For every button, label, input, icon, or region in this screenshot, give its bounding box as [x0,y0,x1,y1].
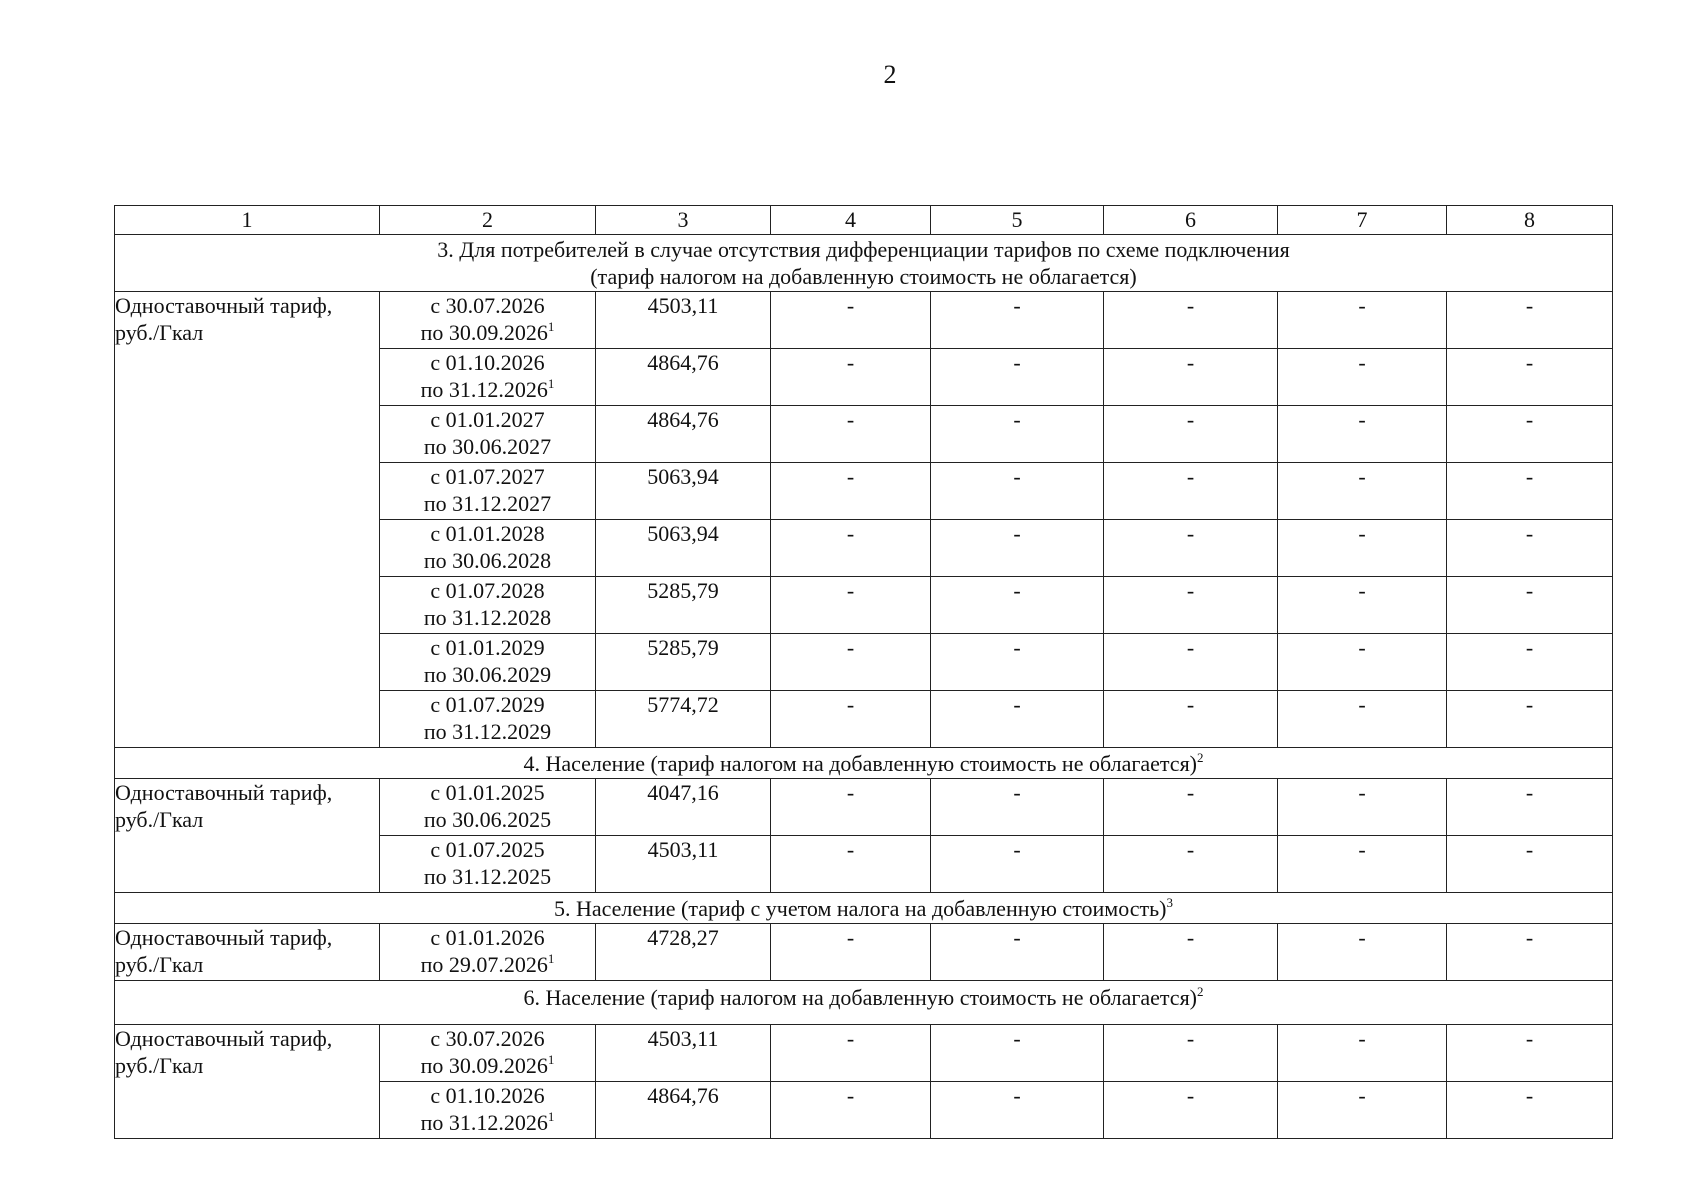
period-from: с 01.01.2029 [430,635,545,660]
empty-value-dash: - [1104,349,1278,406]
tariff-value: 5285,79 [596,577,771,634]
empty-value-dash: - [1278,406,1447,463]
empty-value-dash: - [1104,463,1278,520]
empty-value-dash: - [771,577,931,634]
tariff-value: 4503,11 [596,1025,771,1082]
empty-value-dash: - [1278,1025,1447,1082]
column-header: 8 [1447,206,1613,235]
column-header: 6 [1104,206,1278,235]
footnote-marker: 2 [1197,749,1204,765]
empty-value-dash: - [1447,406,1613,463]
empty-value-dash: - [931,463,1104,520]
period-to: по 31.12.2027 [423,491,552,516]
empty-value-dash: - [1278,691,1447,748]
tariff-value: 5063,94 [596,520,771,577]
empty-value-dash: - [931,634,1104,691]
empty-value-dash: - [1104,836,1278,893]
empty-value-dash: - [1104,691,1278,748]
period-from: с 01.07.2028 [430,578,545,603]
period-cell [380,292,596,349]
empty-value-dash: - [1104,1082,1278,1139]
section-title [115,748,1613,779]
table-row [115,924,1613,981]
empty-value-dash: - [1278,634,1447,691]
period-cell [380,463,596,520]
period-from: с 30.07.2026 [430,1026,545,1051]
empty-value-dash: - [1104,779,1278,836]
period-to: по 31.12.2026 [420,377,548,402]
period-to: по 30.09.2026 [420,320,548,345]
period-from: с 01.01.2025 [430,780,545,805]
empty-value-dash: - [1104,924,1278,981]
tariff-value: 4503,11 [596,836,771,893]
section-title [115,981,1613,1025]
empty-value-dash: - [1278,1082,1447,1139]
period-cell [380,836,596,893]
tariff-value: 5063,94 [596,463,771,520]
footnote-marker: 1 [547,1052,555,1067]
empty-value-dash: - [1278,349,1447,406]
empty-value-dash: - [1278,779,1447,836]
period-from: с 01.07.2025 [430,837,545,862]
tariff-name: Одноставочный тариф, руб./Гкал [115,924,380,981]
empty-value-dash: - [1447,292,1613,349]
tariff-name: Одноставочный тариф, руб./Гкал [115,779,380,893]
empty-value-dash: - [1447,924,1613,981]
footnote-marker: 3 [1166,894,1173,910]
tariff-value: 4047,16 [596,779,771,836]
empty-value-dash: - [771,463,931,520]
tariff-value: 4728,27 [596,924,771,981]
period-cell [380,577,596,634]
period-from: с 01.01.2026 [430,925,545,950]
section-title-line1: 6. Население (тариф налогом на добавленную стоимость не облагается) [523,985,1198,1010]
empty-value-dash: - [931,292,1104,349]
empty-value-dash: - [1104,1025,1278,1082]
tariff-table [114,205,1613,1139]
empty-value-dash: - [931,779,1104,836]
tariff-value: 4864,76 [596,1082,771,1139]
column-header: 7 [1278,206,1447,235]
period-to: по 30.09.2026 [420,1053,548,1078]
footnote-marker: 1 [547,376,555,391]
period-cell [380,406,596,463]
column-header-row [115,206,1613,235]
empty-value-dash: - [931,349,1104,406]
period-from: с 01.10.2026 [430,1083,545,1108]
empty-value-dash: - [1104,634,1278,691]
empty-value-dash: - [1447,691,1613,748]
period-cell [380,924,596,981]
table-row [115,292,1613,349]
period-cell [380,634,596,691]
empty-value-dash: - [771,349,931,406]
period-from: с 30.07.2026 [430,293,545,318]
column-header: 2 [380,206,596,235]
empty-value-dash: - [771,924,931,981]
section-title-row [115,235,1613,292]
tariff-value: 4503,11 [596,292,771,349]
period-cell [380,691,596,748]
period-to: по 31.12.2026 [420,1110,548,1135]
empty-value-dash: - [931,520,1104,577]
footnote-marker: 2 [1197,984,1204,999]
empty-value-dash: - [771,691,931,748]
empty-value-dash: - [1447,1025,1613,1082]
empty-value-dash: - [1447,634,1613,691]
section-title-line1: 3. Для потребителей в случае отсутствия дифференциации тарифов по схеме подключения [437,237,1290,262]
empty-value-dash: - [1447,1082,1613,1139]
period-from: с 01.07.2027 [430,464,545,489]
empty-value-dash: - [1104,406,1278,463]
empty-value-dash: - [1278,463,1447,520]
empty-value-dash: - [1278,577,1447,634]
period-cell [380,1025,596,1082]
section-title-row [115,981,1613,1025]
empty-value-dash: - [1104,292,1278,349]
empty-value-dash: - [1104,520,1278,577]
period-to: по 31.12.2029 [423,719,552,744]
period-to: по 30.06.2027 [423,434,552,459]
empty-value-dash: - [1447,520,1613,577]
empty-value-dash: - [1278,520,1447,577]
period-to: по 31.12.2028 [423,605,552,630]
empty-value-dash: - [1447,779,1613,836]
page-number: 2 [883,60,897,89]
table-row [115,1025,1613,1082]
empty-value-dash: - [931,577,1104,634]
period-to: по 30.06.2028 [423,548,552,573]
tariff-name: Одноставочный тариф, руб./Гкал [115,292,380,748]
empty-value-dash: - [931,836,1104,893]
table-row [115,779,1613,836]
period-from: с 01.01.2028 [430,521,545,546]
tariff-value: 4864,76 [596,349,771,406]
empty-value-dash: - [771,634,931,691]
period-from: с 01.07.2029 [430,692,545,717]
empty-value-dash: - [771,1025,931,1082]
footnote-marker: 1 [547,319,555,334]
period-cell [380,779,596,836]
empty-value-dash: - [1447,836,1613,893]
section-title-line1: 4. Население (тариф налогом на добавленную стоимость не облагается) [523,750,1198,776]
empty-value-dash: - [1278,836,1447,893]
section-title [115,893,1613,924]
empty-value-dash: - [1447,577,1613,634]
empty-value-dash: - [771,406,931,463]
column-header: 4 [771,206,931,235]
empty-value-dash: - [931,406,1104,463]
empty-value-dash: - [771,836,931,893]
empty-value-dash: - [1278,924,1447,981]
column-header: 3 [596,206,771,235]
empty-value-dash: - [931,924,1104,981]
section-title-row [115,748,1613,779]
period-to: по 31.12.2025 [423,864,552,889]
empty-value-dash: - [771,1082,931,1139]
footnote-marker: 1 [547,951,555,966]
footnote-marker: 1 [547,1109,555,1124]
period-from: с 01.01.2027 [430,407,545,432]
period-cell [380,520,596,577]
tariff-value: 5285,79 [596,634,771,691]
period-cell [380,1082,596,1139]
period-to: по 30.06.2025 [423,807,552,832]
period-cell [380,349,596,406]
empty-value-dash: - [1278,292,1447,349]
section-title-line1: 5. Население (тариф с учетом налога на добавленную стоимость) [553,895,1167,921]
empty-value-dash: - [771,520,931,577]
empty-value-dash: - [771,292,931,349]
section-title [115,235,1613,292]
section-title-row [115,893,1613,924]
column-header: 5 [931,206,1104,235]
empty-value-dash: - [1447,349,1613,406]
empty-value-dash: - [1104,577,1278,634]
section-title-line2: (тариф налогом на добавленную стоимость не облагается) [590,264,1137,289]
tariff-name: Одноставочный тариф, руб./Гкал [115,1025,380,1139]
period-from: с 01.10.2026 [430,350,545,375]
period-to: по 29.07.2026 [420,952,548,977]
empty-value-dash: - [931,1082,1104,1139]
tariff-value: 5774,72 [596,691,771,748]
column-header: 1 [115,206,380,235]
empty-value-dash: - [1447,463,1613,520]
empty-value-dash: - [931,691,1104,748]
empty-value-dash: - [931,1025,1104,1082]
empty-value-dash: - [771,779,931,836]
period-to: по 30.06.2029 [423,662,552,687]
tariff-value: 4864,76 [596,406,771,463]
